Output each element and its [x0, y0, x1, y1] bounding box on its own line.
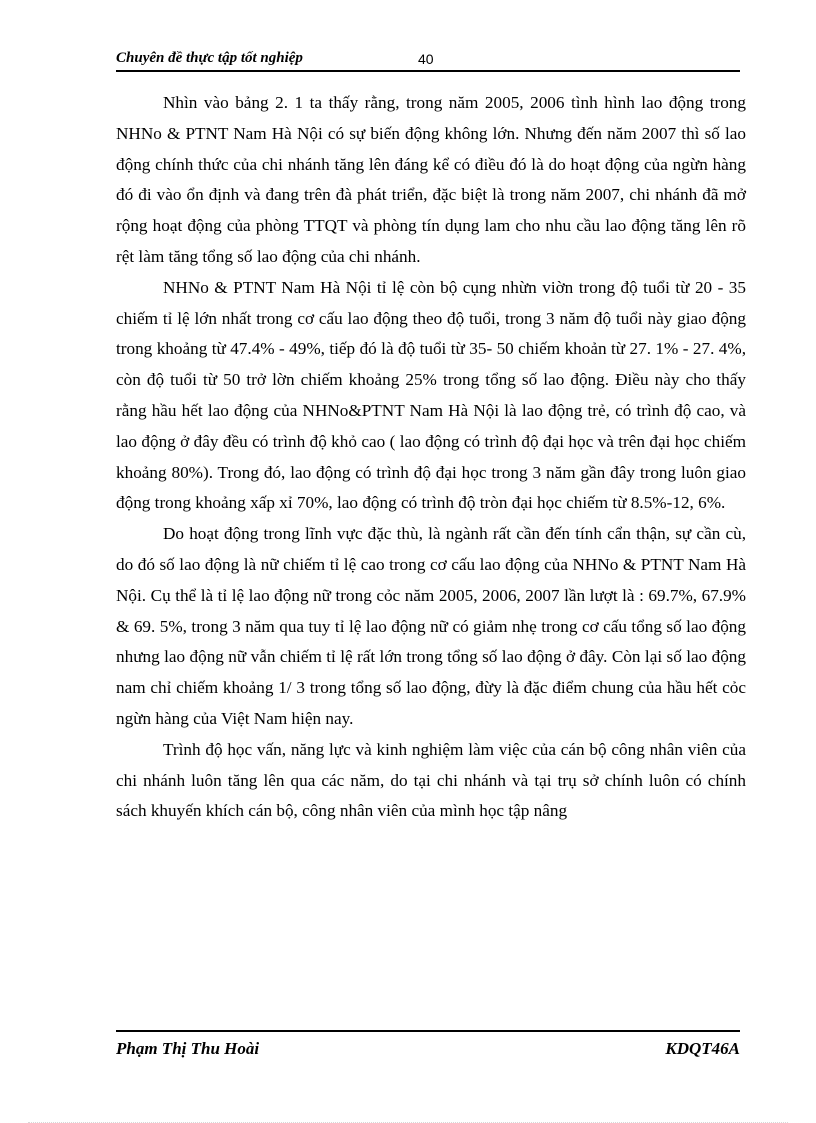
document-body	[116, 88, 746, 827]
page-header	[116, 48, 740, 72]
footer-class-code: KDQT46A	[665, 1039, 740, 1058]
paragraph-3: Do hoạt động trong lĩnh vực đặc thù, là ngành rất cần đến tính cẩn thận, sự cần cù, do đó số lao động là nữ chiếm tỉ lệ cao trong cơ cấu lao động của NHNo & PTNT Nam Hà Nội. Cụ thể là tỉ lệ lao động nữ trong cỏc năm 2005, 2006, 2007 lần lượt là : 69.7%, 67.9% & 69. 5%, trong 3 năm qua tuy tỉ lệ lao động nữ có giảm nhẹ trong cơ cấu tổng số lao động nhưng lao động nữ vẫn chiếm tỉ lệ rất lớn trong tổng số lao động ở đây. Còn lại số lao động nam chỉ chiếm khoảng 1/ 3 trong tổng số lao động, đừy là đặc điểm chung của hầu hết cỏc ngừn hàng của Việt Nam hiện nay.	[116, 524, 746, 728]
footer-author: Phạm Thị Thu Hoài	[116, 1039, 260, 1058]
paragraph-1: Nhìn vào bảng 2. 1 ta thấy rằng, trong năm 2005, 2006 tình hình lao động trong NHNo & PTNT Nam Hà Nội có sự biến động không lớn. Nhưng đến năm 2007 thì số lao động chính thức của chi nhánh tăng lên đáng kể có điều đó là do hoạt động của ngừn hàng đó đi vào ổn định và đang trên đà phát triển, đặc biệt là trong năm 2007, chi nhánh đã mở rộng hoạt động của phòng TTQT và phòng tín dụng lam cho nhu cầu lao động tăng lên rõ rệt làm tăng tổng số lao động của chi nhánh.	[116, 93, 746, 266]
paragraph-4: Trình độ học vấn, năng lực và kinh nghiệm làm việc của cán bộ công nhân viên của chi nhánh luôn tăng lên qua các năm, do tại chi nhánh và tại trụ sở chính luôn có chính sách khuyến khích cán bộ, công nhân viên của mình học tập nâng	[116, 739, 746, 821]
header-title: Chuyên đề thực tập tốt nghiệp	[116, 50, 303, 66]
page-number: 40	[418, 51, 434, 67]
page-footer	[116, 1030, 740, 1062]
paragraph-2: NHNo & PTNT Nam Hà Nội tỉ lệ còn bộ cụng nhừn viờn trong độ tuổi từ 20 - 35 chiếm tỉ lệ lớn nhất trong cơ cấu lao động theo độ tuổi, trong 3 năm độ tuổi này giao động trong khoảng từ 47.4% - 49%, tiếp đó là độ tuổi từ 35- 50 chiếm khoản từ 27. 1% - 27. 4%, còn độ tuổi từ 50 trở lờn chiếm khoảng 25% trong tổng số lao động. Điều này cho thấy rằng hầu hết lao động của NHNo&PTNT Nam Hà Nội là lao động trẻ, có trình độ cao, và lao động ở đây đều có trình độ khỏ cao ( lao động có trình độ đại học và trên đại học chiếm khoảng 80%). Trong đó, lao động có trình độ đại học trong 3 năm gần đây trong luôn giao động trong khoảng xấp xỉ 70%, lao động có trình độ tròn đại học chiếm từ 8.5%-12, 6%.	[116, 277, 746, 513]
